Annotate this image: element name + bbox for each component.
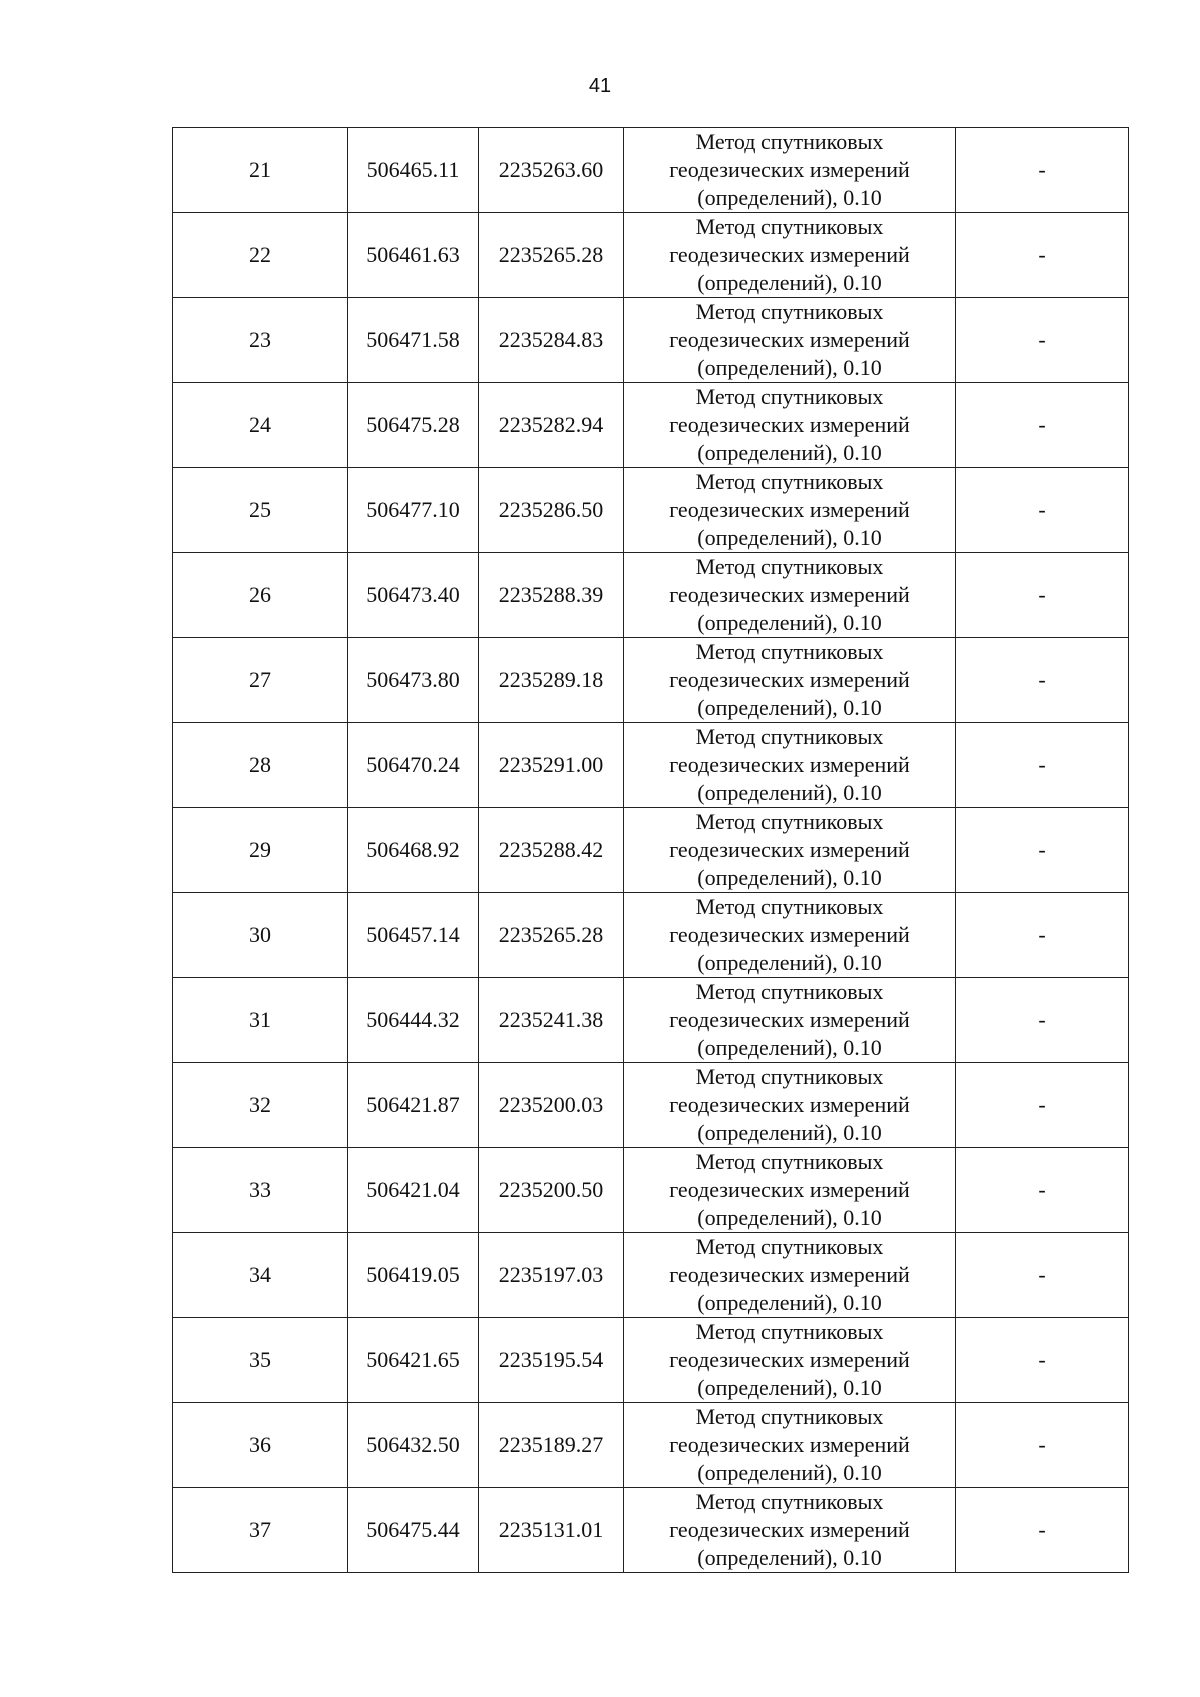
- method-cell: [624, 383, 956, 468]
- method-line: геодезических измерений: [669, 752, 910, 777]
- method-line: геодезических измерений: [669, 1262, 910, 1287]
- method-line: (определений), 0.10: [697, 865, 882, 890]
- method-cell: [624, 128, 956, 213]
- coordinate-y-cell: 2235288.42: [479, 808, 624, 893]
- note-cell: -: [956, 553, 1129, 638]
- note-cell: -: [956, 978, 1129, 1063]
- method-line: (определений), 0.10: [697, 525, 882, 550]
- method-line: Метод спутниковых: [695, 384, 884, 409]
- coordinate-y-cell: 2235291.00: [479, 723, 624, 808]
- coordinate-x-cell: 506475.28: [348, 383, 479, 468]
- coordinate-x-cell: 506475.44: [348, 1488, 479, 1573]
- table-row: [173, 893, 1129, 978]
- note-cell: -: [956, 1403, 1129, 1488]
- method-line: Метод спутниковых: [695, 639, 884, 664]
- point-number-cell: 23: [173, 298, 348, 383]
- point-number-cell: 25: [173, 468, 348, 553]
- method-line: Метод спутниковых: [695, 1149, 884, 1174]
- coordinate-x-cell: 506457.14: [348, 893, 479, 978]
- point-number-cell: 37: [173, 1488, 348, 1573]
- method-line: геодезических измерений: [669, 1092, 910, 1117]
- method-line: геодезических измерений: [669, 837, 910, 862]
- point-number-cell: 31: [173, 978, 348, 1063]
- method-line: Метод спутниковых: [695, 214, 884, 239]
- coordinate-x-cell: 506444.32: [348, 978, 479, 1063]
- point-number-cell: 28: [173, 723, 348, 808]
- method-cell: [624, 893, 956, 978]
- point-number-cell: 22: [173, 213, 348, 298]
- table-row: [173, 978, 1129, 1063]
- method-line: Метод спутниковых: [695, 299, 884, 324]
- coordinates-table: [172, 127, 1129, 1573]
- table-row: [173, 383, 1129, 468]
- coordinate-x-cell: 506421.04: [348, 1148, 479, 1233]
- coordinate-y-cell: 2235200.03: [479, 1063, 624, 1148]
- coordinate-x-cell: 506471.58: [348, 298, 479, 383]
- method-line: Метод спутниковых: [695, 979, 884, 1004]
- method-line: геодезических измерений: [669, 412, 910, 437]
- table-row: [173, 1063, 1129, 1148]
- coordinate-y-cell: 2235197.03: [479, 1233, 624, 1318]
- coordinate-x-cell: 506465.11: [348, 128, 479, 213]
- point-number-cell: 27: [173, 638, 348, 723]
- table-row: [173, 1233, 1129, 1318]
- method-line: (определений), 0.10: [697, 950, 882, 975]
- note-cell: -: [956, 808, 1129, 893]
- note-cell: -: [956, 128, 1129, 213]
- method-line: Метод спутниковых: [695, 809, 884, 834]
- note-cell: -: [956, 638, 1129, 723]
- coordinate-y-cell: 2235263.60: [479, 128, 624, 213]
- point-number-cell: 29: [173, 808, 348, 893]
- note-cell: -: [956, 1148, 1129, 1233]
- method-line: (определений), 0.10: [697, 355, 882, 380]
- method-cell: [624, 298, 956, 383]
- method-line: Метод спутниковых: [695, 129, 884, 154]
- coordinate-y-cell: 2235265.28: [479, 213, 624, 298]
- method-line: геодезических измерений: [669, 1177, 910, 1202]
- method-line: (определений), 0.10: [697, 1290, 882, 1315]
- method-cell: [624, 723, 956, 808]
- point-number-cell: 24: [173, 383, 348, 468]
- table-row: [173, 553, 1129, 638]
- method-line: геодезических измерений: [669, 1432, 910, 1457]
- coordinate-x-cell: 506468.92: [348, 808, 479, 893]
- coordinate-x-cell: 506470.24: [348, 723, 479, 808]
- table-row: [173, 1403, 1129, 1488]
- method-line: (определений), 0.10: [697, 270, 882, 295]
- method-line: Метод спутниковых: [695, 469, 884, 494]
- method-line: геодезических измерений: [669, 327, 910, 352]
- point-number-cell: 21: [173, 128, 348, 213]
- method-line: (определений), 0.10: [697, 1035, 882, 1060]
- point-number-cell: 33: [173, 1148, 348, 1233]
- method-cell: [624, 638, 956, 723]
- method-line: Метод спутниковых: [695, 1064, 884, 1089]
- point-number-cell: 34: [173, 1233, 348, 1318]
- coordinate-x-cell: 506461.63: [348, 213, 479, 298]
- method-cell: [624, 1488, 956, 1573]
- note-cell: -: [956, 1063, 1129, 1148]
- point-number-cell: 36: [173, 1403, 348, 1488]
- method-line: геодезических измерений: [669, 157, 910, 182]
- method-line: Метод спутниковых: [695, 1234, 884, 1259]
- method-line: геодезических измерений: [669, 1347, 910, 1372]
- method-line: геодезических измерений: [669, 667, 910, 692]
- method-line: Метод спутниковых: [695, 724, 884, 749]
- coordinate-y-cell: 2235241.38: [479, 978, 624, 1063]
- method-cell: [624, 808, 956, 893]
- note-cell: -: [956, 723, 1129, 808]
- note-cell: -: [956, 298, 1129, 383]
- note-cell: -: [956, 893, 1129, 978]
- table-row: [173, 468, 1129, 553]
- method-line: (определений), 0.10: [697, 695, 882, 720]
- coordinate-y-cell: 2235282.94: [479, 383, 624, 468]
- point-number-cell: 35: [173, 1318, 348, 1403]
- method-line: Метод спутниковых: [695, 894, 884, 919]
- coordinate-y-cell: 2235195.54: [479, 1318, 624, 1403]
- table-row: [173, 1148, 1129, 1233]
- coordinate-x-cell: 506473.80: [348, 638, 479, 723]
- table-row: [173, 1488, 1129, 1573]
- note-cell: -: [956, 1488, 1129, 1573]
- method-cell: [624, 553, 956, 638]
- method-line: Метод спутниковых: [695, 554, 884, 579]
- coordinate-y-cell: 2235288.39: [479, 553, 624, 638]
- note-cell: -: [956, 1233, 1129, 1318]
- method-cell: [624, 978, 956, 1063]
- method-line: геодезических измерений: [669, 922, 910, 947]
- method-line: геодезических измерений: [669, 582, 910, 607]
- table-row: [173, 1318, 1129, 1403]
- method-line: (определений), 0.10: [697, 185, 882, 210]
- note-cell: -: [956, 1318, 1129, 1403]
- coordinate-x-cell: 506473.40: [348, 553, 479, 638]
- coordinate-x-cell: 506421.87: [348, 1063, 479, 1148]
- point-number-cell: 26: [173, 553, 348, 638]
- coordinate-y-cell: 2235189.27: [479, 1403, 624, 1488]
- table-row: [173, 638, 1129, 723]
- method-line: Метод спутниковых: [695, 1489, 884, 1514]
- method-line: (определений), 0.10: [697, 1460, 882, 1485]
- coordinate-x-cell: 506421.65: [348, 1318, 479, 1403]
- coordinate-y-cell: 2235131.01: [479, 1488, 624, 1573]
- method-line: (определений), 0.10: [697, 610, 882, 635]
- coordinate-x-cell: 506432.50: [348, 1403, 479, 1488]
- table-row: [173, 723, 1129, 808]
- note-cell: -: [956, 383, 1129, 468]
- coordinate-x-cell: 506477.10: [348, 468, 479, 553]
- table-row: [173, 213, 1129, 298]
- page-number: 41: [588, 75, 612, 97]
- method-line: Метод спутниковых: [695, 1404, 884, 1429]
- table-row: [173, 128, 1129, 213]
- method-line: геодезических измерений: [669, 1007, 910, 1032]
- method-cell: [624, 1233, 956, 1318]
- method-line: (определений), 0.10: [697, 1120, 882, 1145]
- method-cell: [624, 213, 956, 298]
- method-line: геодезических измерений: [669, 1517, 910, 1542]
- coordinates-table-body: [173, 128, 1129, 1573]
- point-number-cell: 30: [173, 893, 348, 978]
- coordinate-y-cell: 2235284.83: [479, 298, 624, 383]
- coordinate-y-cell: 2235265.28: [479, 893, 624, 978]
- method-cell: [624, 1148, 956, 1233]
- method-line: (определений), 0.10: [697, 1375, 882, 1400]
- coordinate-y-cell: 2235286.50: [479, 468, 624, 553]
- method-cell: [624, 468, 956, 553]
- method-line: (определений), 0.10: [697, 1545, 882, 1570]
- point-number-cell: 32: [173, 1063, 348, 1148]
- coordinate-x-cell: 506419.05: [348, 1233, 479, 1318]
- method-cell: [624, 1318, 956, 1403]
- table-row: [173, 808, 1129, 893]
- note-cell: -: [956, 468, 1129, 553]
- method-line: геодезических измерений: [669, 242, 910, 267]
- method-line: (определений), 0.10: [697, 1205, 882, 1230]
- note-cell: -: [956, 213, 1129, 298]
- coordinate-y-cell: 2235289.18: [479, 638, 624, 723]
- coordinate-y-cell: 2235200.50: [479, 1148, 624, 1233]
- method-line: (определений), 0.10: [697, 780, 882, 805]
- method-cell: [624, 1063, 956, 1148]
- table-row: [173, 298, 1129, 383]
- method-line: (определений), 0.10: [697, 440, 882, 465]
- method-line: геодезических измерений: [669, 497, 910, 522]
- method-cell: [624, 1403, 956, 1488]
- method-line: Метод спутниковых: [695, 1319, 884, 1344]
